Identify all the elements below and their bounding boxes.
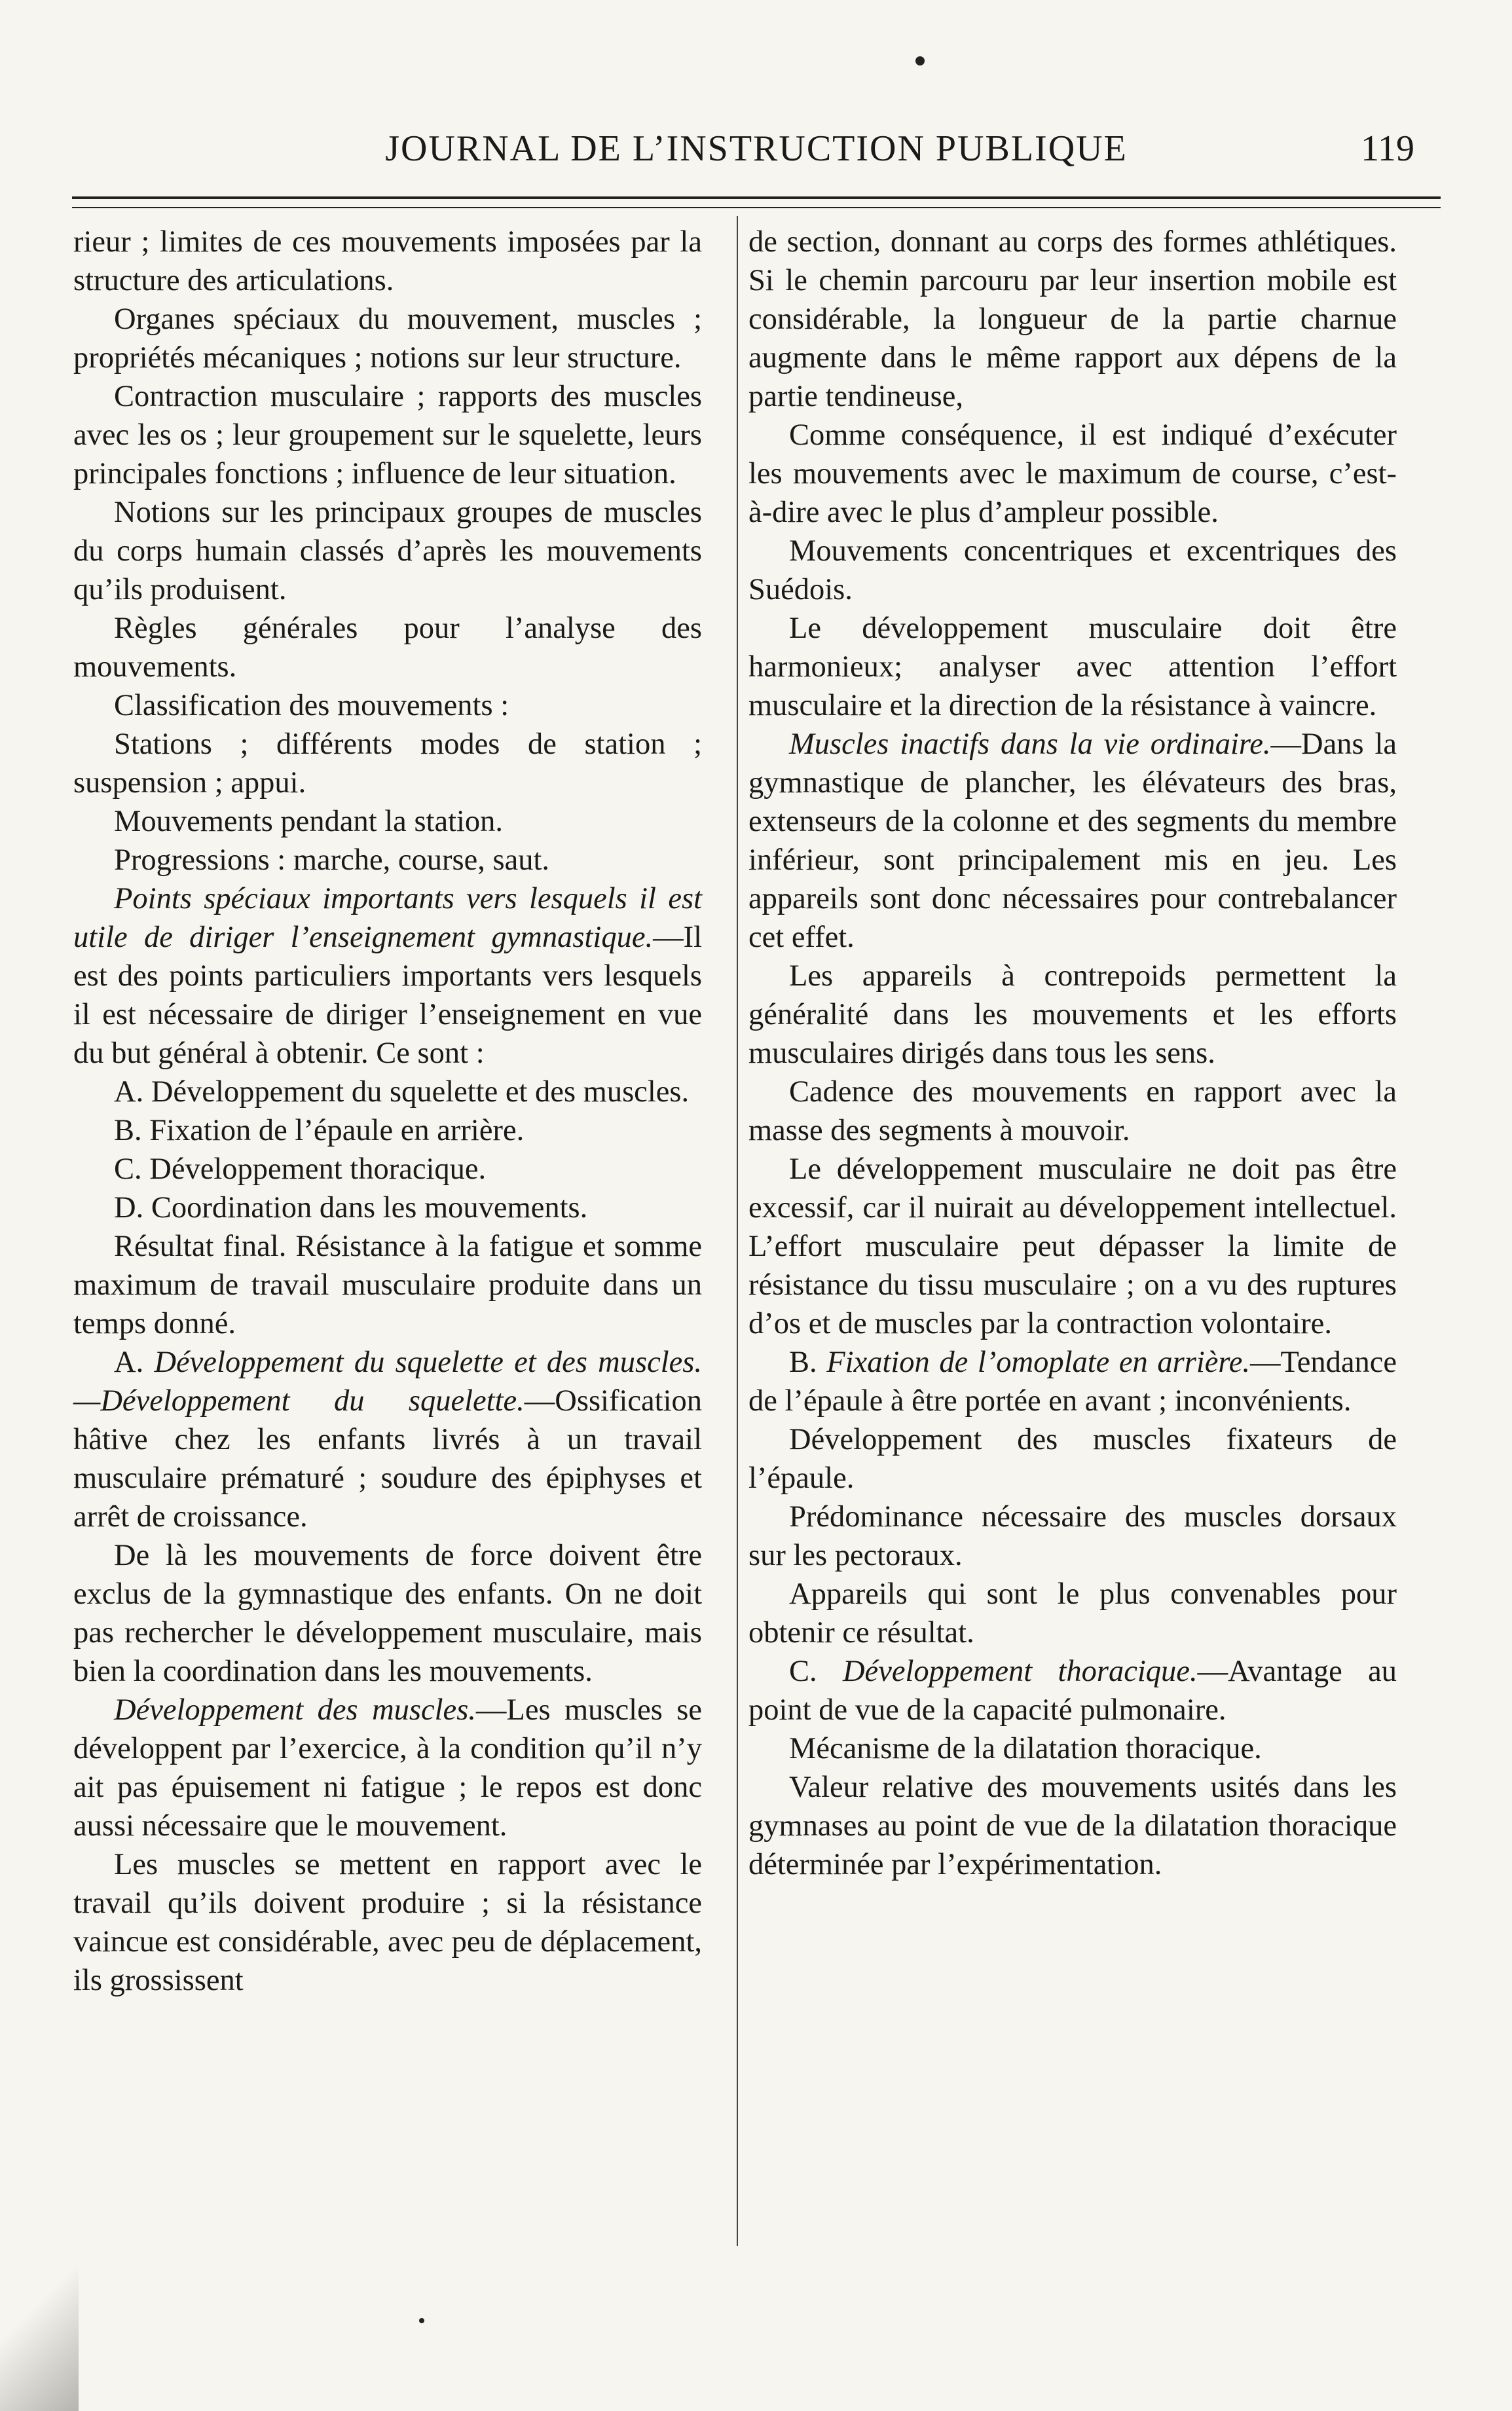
paragraph-text: B. Fixation de l’épaule en arrière. <box>114 1114 525 1147</box>
paragraph-text: Mouvements concentriques et excentriques des Suédois. <box>748 534 1397 606</box>
paragraph-text: Résultat final. Résistance à la fatigue et somme maximum de travail musculaire produite dans un temps donné. <box>73 1230 702 1340</box>
paragraph-text: de section, donnant au corps des formes athlétiques. Si le chemin parcouru par leur insertion mobile est considérable, la longueur de la partie charnue augmente dans le même rapport aux dépens de la partie tendineuse, <box>748 225 1397 413</box>
section-letter: B. <box>789 1346 827 1379</box>
italic-heading: Fixation de l’omoplate en arrière. <box>826 1346 1251 1379</box>
paragraph-text: —Les muscles se développent par l’exercice, à la condition qu’il n’y ait pas épuisement ni fatigue ; le repos est donc aussi nécessaire que le mouvement. <box>73 1693 702 1843</box>
section-letter: C. <box>789 1655 843 1688</box>
ink-dot-bottom <box>419 2318 424 2323</box>
paragraph-text: Progressions : marche, course, saut. <box>114 843 550 877</box>
paragraph <box>748 609 1397 725</box>
paragraph-text: Stations ; différents modes de station ; suspension ; appui. <box>73 727 702 800</box>
paragraph <box>73 1845 702 2000</box>
paragraph-text: —Avantage au point de vue de la capacité pulmonaire. <box>748 1655 1397 1727</box>
paragraph <box>748 957 1397 1073</box>
paragraph-text: Le développement musculaire doit être harmonieux; analyser avec attention l’effort musculaire et la direction de la résistance à vaincre. <box>748 612 1397 722</box>
paragraph <box>73 1536 702 1691</box>
paragraph-text: —Tendance de l’épaule à être portée en avant ; inconvénients. <box>748 1346 1397 1418</box>
paragraph <box>748 1420 1397 1498</box>
paragraph <box>73 609 702 686</box>
paragraph-text: Mouvements pendant la station. <box>114 805 504 838</box>
paragraph <box>73 725 702 802</box>
running-header <box>72 128 1441 180</box>
paragraph-text: C. Développement thoracique. <box>114 1152 487 1186</box>
paragraph <box>748 1729 1397 1768</box>
paragraph <box>748 1768 1397 1884</box>
paragraph <box>73 879 702 1073</box>
ink-dot-top <box>915 56 925 65</box>
paragraph-text: Les muscles se mettent en rapport avec le travail qu’ils doivent produire ; si la résistance vaincue est considérable, avec peu de déplacement, ils grossissent <box>73 1848 702 1997</box>
paragraph <box>73 1111 702 1150</box>
paragraph-text: Prédominance nécessaire des muscles dorsaux sur les pectoraux. <box>748 1500 1397 1572</box>
paragraph-text: Cadence des mouvements en rapport avec la masse des segments à mouvoir. <box>748 1075 1397 1147</box>
right-column <box>748 223 1397 1884</box>
paragraph <box>748 1343 1397 1420</box>
paragraph-text: Contraction musculaire ; rapports des muscles avec les os ; leur groupement sur le squelette, leurs principales fonctions ; influence de leur situation. <box>73 380 702 490</box>
paragraph-text: —Ossification hâtive chez les enfants livrés à un travail musculaire prématuré ; soudure des épiphyses et arrêt de croissance. <box>73 1384 702 1534</box>
italic-heading: Développement du squelette et des muscles.—Développement du squelette. <box>73 1346 702 1418</box>
italic-heading: Points spéciaux importants vers lesquels il est utile de diriger l’enseignement gymnastique. <box>73 882 702 954</box>
paragraph <box>73 300 702 377</box>
paragraph <box>73 223 702 300</box>
paragraph <box>748 1652 1397 1729</box>
paragraph-text: D. Coordination dans les mouvements. <box>114 1191 588 1224</box>
italic-heading: Développement thoracique. <box>842 1655 1198 1688</box>
paragraph <box>73 377 702 493</box>
paragraph <box>748 1498 1397 1575</box>
paragraph-text: —Dans la gymnastique de plancher, les élévateurs des bras, extenseurs de la colonne et des segments du membre inférieur, sont principalement mis en jeu. Les appareils sont donc nécessaires pour contrebalancer cet effet. <box>748 727 1397 954</box>
paragraph <box>748 416 1397 532</box>
paragraph <box>73 1073 702 1111</box>
paragraph-text: Le développement musculaire ne doit pas être excessif, car il nuirait au développement intellectuel. L’effort musculaire peut dépasser la limite de résistance du tissu musculaire ; on a vu des ruptures d’os et de muscles par la contraction volontaire. <box>748 1152 1397 1340</box>
paragraph <box>73 686 702 725</box>
paragraph <box>73 1150 702 1188</box>
paragraph-text: A. Développement du squelette et des muscles. <box>114 1075 690 1109</box>
header-rule-thick <box>72 196 1441 199</box>
paragraph <box>748 532 1397 609</box>
paragraph <box>748 223 1397 416</box>
paragraph <box>73 802 702 841</box>
paragraph <box>73 841 702 879</box>
paragraph <box>73 1691 702 1845</box>
paragraph-text: Mécanisme de la dilatation thoracique. <box>789 1732 1262 1765</box>
paragraph <box>748 1575 1397 1652</box>
italic-heading: Développement des muscles. <box>114 1693 476 1727</box>
header-rule-thin <box>72 207 1441 208</box>
italic-heading: Muscles inactifs dans la vie ordinaire. <box>789 727 1271 761</box>
paragraph <box>748 1150 1397 1343</box>
page-corner-shadow <box>0 2241 79 2411</box>
paragraph-text: Notions sur les principaux groupes de muscles du corps humain classés d’après les mouvements qu’ils produisent. <box>73 496 702 606</box>
journal-title: JOURNAL DE L’INSTRUCTION PUBLIQUE <box>385 128 1128 169</box>
page-number: 119 <box>1361 128 1414 169</box>
paragraph <box>748 725 1397 957</box>
paragraph-text: Valeur relative des mouvements usités dans les gymnases au point de vue de la dilatation thoracique déterminée par l’expérimentation. <box>748 1771 1397 1881</box>
paragraph <box>73 1188 702 1227</box>
paragraph-text: Développement des muscles fixateurs de l’épaule. <box>748 1423 1397 1495</box>
paragraph-text: Les appareils à contrepoids permettent la généralité dans les mouvements et les efforts musculaires dirigés dans tous les sens. <box>748 959 1397 1070</box>
left-column <box>73 223 702 2000</box>
paragraph-text: Organes spéciaux du mouvement, muscles ; propriétés mécaniques ; notions sur leur structure. <box>73 303 702 375</box>
paragraph <box>73 493 702 609</box>
paragraph-text: Classification des mouvements : <box>114 689 509 722</box>
paragraph <box>748 1073 1397 1150</box>
column-divider <box>737 216 738 2246</box>
paragraph-text: De là les mouvements de force doivent être exclus de la gymnastique des enfants. On ne doit pas rechercher le développement musculaire, mais bien la coordination dans les mouvements. <box>73 1539 702 1688</box>
paragraph-text: Comme conséquence, il est indiqué d’exécuter les mouvements avec le maximum de course, c’est-à-dire avec le plus d’ampleur possible. <box>748 418 1397 529</box>
section-letter: A. <box>114 1346 155 1379</box>
paragraph-text: —Il est des points particuliers importants vers lesquels il est nécessaire de diriger l’enseignement en vue du but général à obtenir. Ce sont : <box>73 921 702 1070</box>
paragraph <box>73 1343 702 1536</box>
paragraph-text: rieur ; limites de ces mouvements imposées par la structure des articulations. <box>73 225 702 297</box>
paragraph-text: Règles générales pour l’analyse des mouvements. <box>73 612 702 684</box>
paragraph <box>73 1227 702 1343</box>
paragraph-text: Appareils qui sont le plus convenables pour obtenir ce résultat. <box>748 1577 1397 1649</box>
